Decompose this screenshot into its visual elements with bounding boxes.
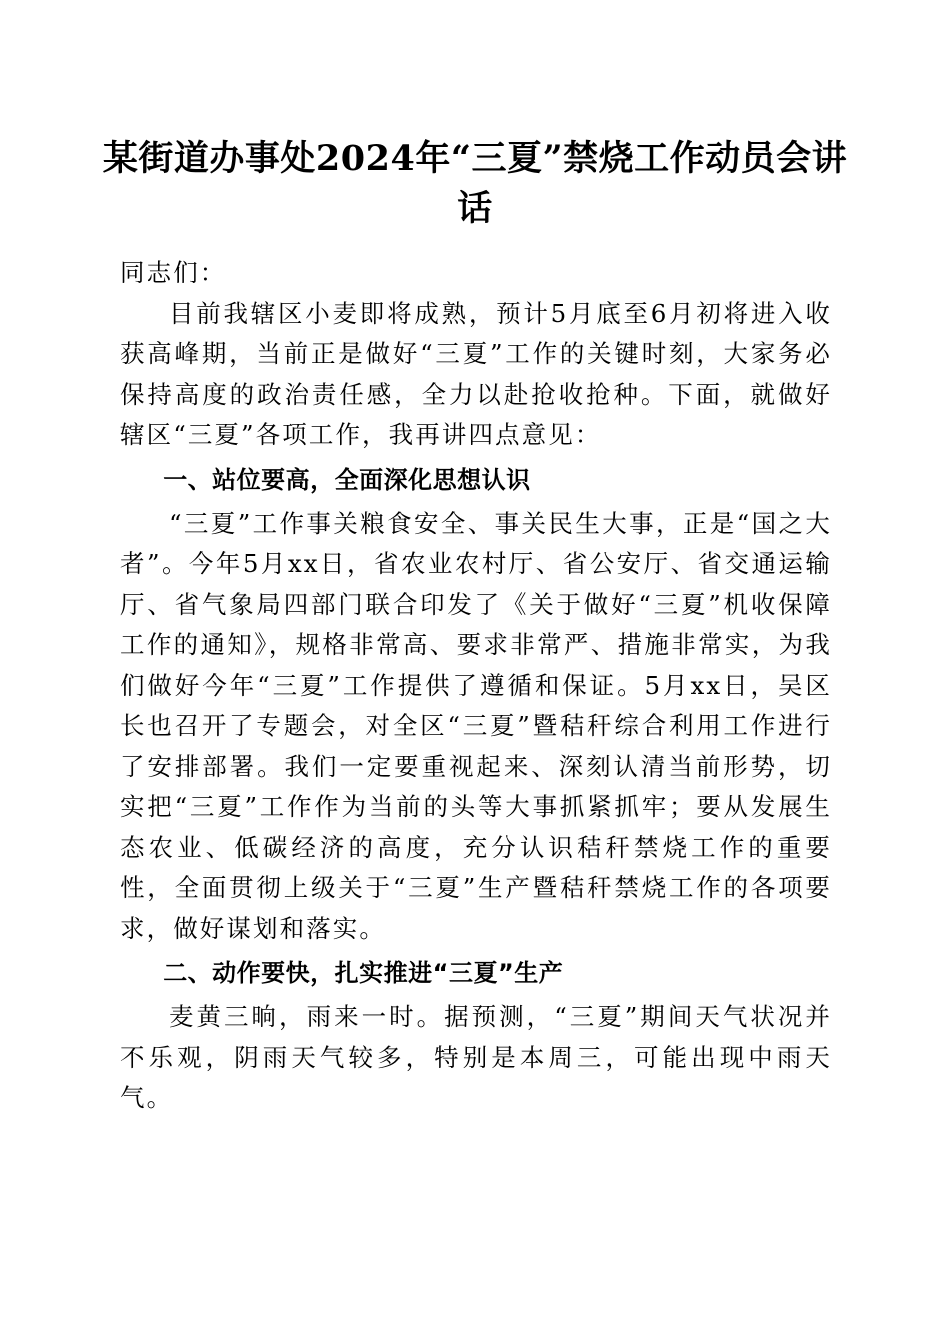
intro-paragraph: 目前我辖区小麦即将成熟，预计5月底至6月初将进入收获高峰期，当前正是做好“三夏”工作的关键时刻，大家务必保持高度的政治责任感，全力以赴抢收抢种。下面，就做好辖区“三夏”各项工作，我再讲四点意见： [120, 298, 832, 449]
salutation: 同志们： [120, 258, 227, 287]
document-body [120, 253, 832, 1119]
section-2-heading: 二、动作要快，扎实推进“三夏”生产 [163, 959, 564, 987]
document-title: 某街道办事处2024年“三夏”禁烧工作动员会讲话 [102, 138, 848, 229]
section-2-paragraph: 麦黄三晌，雨来一时。据预测，“三夏”期间天气状况并不乐观，阴雨天气较多，特别是本周三，可能出现中雨天气。 [120, 1002, 832, 1112]
section-1-paragraph: “三夏”工作事关粮食安全、事关民生大事，正是“国之大者”。今年5月xx日，省农业农村厅、省公安厅、省交通运输厅、省气象局四部门联合印发了《关于做好“三夏”机收保障工作的通知》，规格非常高、要求非常严、措施非常实，为我们做好今年“三夏”工作提供了遵循和保证。5月xx日，吴区长也召开了专题会，对全区“三夏”暨秸秆综合利用工作进行了安排部署。我们一定要重视起来、深刻认清当前形势，切实把“三夏”工作作为当前的头等大事抓紧抓牢；要从发展生态农业、低碳经济的高度，充分认识秸秆禁烧工作的重要性，全面贯彻上级关于“三夏”生产暨秸秆禁烧工作的各项要求，做好谋划和落实。 [120, 508, 832, 943]
section-1-heading: 一、站位要高，全面深化思想认识 [163, 465, 531, 494]
